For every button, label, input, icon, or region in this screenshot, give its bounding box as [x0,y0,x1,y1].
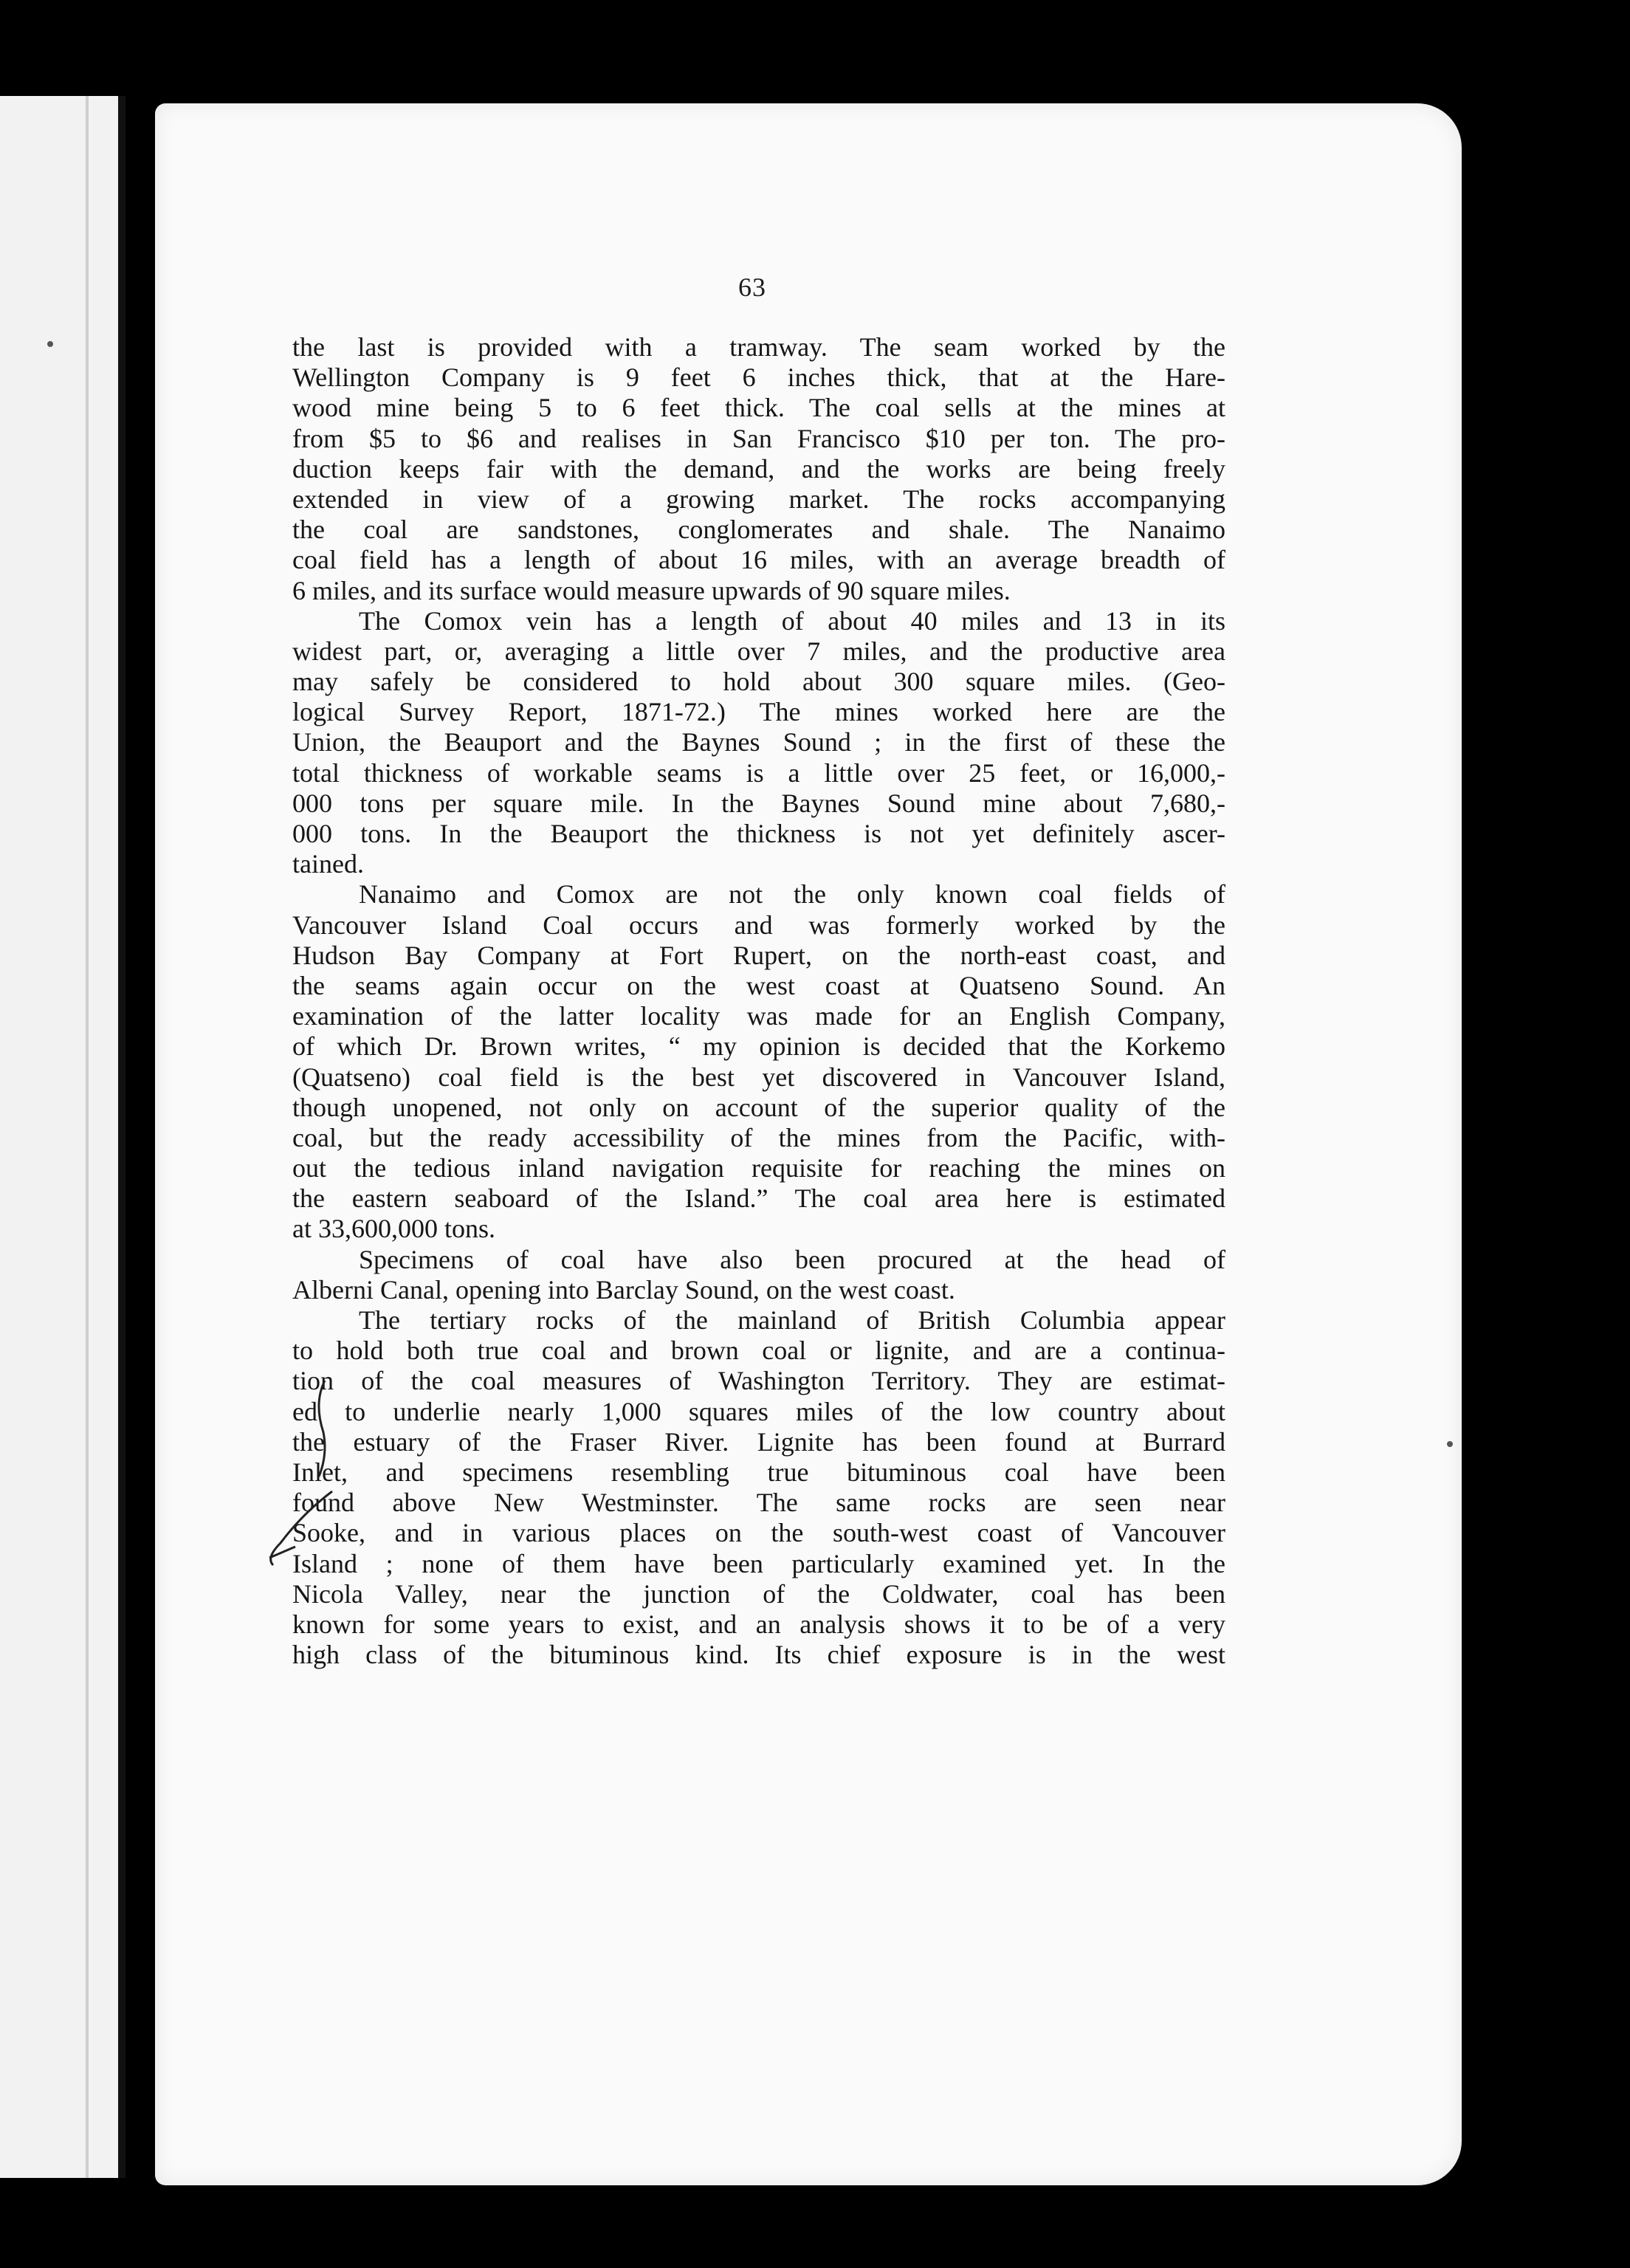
text-line: Wellington Company is 9 feet 6 inches thick, that at the Hare- [292,362,1225,393]
text-line: total thickness of workable seams is a little over 25 feet, or 16,000,- [292,757,1225,788]
text-line: found above New Westminster. The same rocks are seen near [292,1488,1225,1518]
text-line: duction keeps fair with the demand, and the works are being freely [292,453,1225,484]
text-line: 6 miles, and its surface would measure upwards of 90 square miles. [292,575,1011,605]
text-line: ed to underlie nearly 1,000 squares miles of the low country about [292,1396,1225,1426]
text-line: at 33,600,000 tons. [292,1214,495,1244]
left-page-edge [0,96,125,2178]
text-line: from $5 to $6 and realises in San Francisco $10 per ton. The pro- [292,423,1225,453]
text-line: tion of the coal measures of Washington Territory. They are estimat- [292,1366,1225,1396]
text-line: coal field has a length of about 16 miles, with an average breadth of [292,545,1225,575]
text-line: 000 tons per square mile. In the Baynes Sound mine about 7,680,- [292,788,1225,818]
text-line: may safely be considered to hold about 300 square miles. (Geo- [292,667,1225,697]
text-line: examination of the latter locality was made for an English Company, [292,1001,1225,1031]
text-line: the eastern seaboard of the Island.” The coal area here is estimated [292,1183,1225,1214]
text-line: Nicola Valley, near the junction of the Coldwater, coal has been [292,1578,1225,1609]
text-line: Specimens of coal have also been procured at the head of [359,1244,1225,1274]
text-line: Hudson Bay Company at Fort Rupert, on the north-east coast, and [292,940,1225,970]
text-line: Union, the Beauport and the Baynes Sound ; in the first of these the [292,727,1225,757]
page-number: 63 [738,272,766,302]
text-line: Nanaimo and Comox are not the only known coal fields of [359,879,1225,910]
text-line: (Quatseno) coal field is the best yet discovered in Vancouver Island, [292,1062,1225,1092]
body-text [292,332,1225,1670]
text-line: Inlet, and specimens resembling true bituminous coal have been [292,1457,1225,1487]
margin-speck [1447,1441,1453,1447]
text-line: the last is provided with a tramway. The seam worked by the [292,332,1225,362]
text-line: wood mine being 5 to 6 feet thick. The coal sells at the mines at [292,393,1225,423]
text-line: Island ; none of them have been particularly examined yet. In the [292,1548,1225,1578]
text-line: high class of the bituminous kind. Its chief exposure is in the west [292,1640,1225,1670]
text-line: the estuary of the Fraser River. Lignite has been found at Burrard [292,1426,1225,1457]
text-line: 000 tons. In the Beauport the thickness is not yet definitely ascer- [292,819,1225,848]
text-line: of which Dr. Brown writes, “ my opinion is decided that the Korkemo [292,1031,1225,1062]
text-line: widest part, or, averaging a little over 7 miles, and the productive area [292,636,1225,666]
text-line: out the tedious inland navigation requisite for reaching the mines on [292,1153,1225,1183]
text-line: The Comox vein has a length of about 40 miles and 13 in its [359,605,1225,636]
text-line: Vancouver Island Coal occurs and was formerly worked by the [292,910,1225,940]
text-line: though unopened, not only on account of the superior quality of the [292,1092,1225,1122]
text-line: tained. [292,849,364,879]
text-line: extended in view of a growing market. The rocks accompanying [292,484,1225,514]
text-line: logical Survey Report, 1871-72.) The mines worked here are the [292,697,1225,727]
text-line: known for some years to exist, and an analysis shows it to be of a very [292,1609,1225,1639]
pencil-annotation-mark [251,1373,340,1595]
text-line: the coal are sandstones, conglomerates and shale. The Nanaimo [292,515,1225,545]
margin-speck [47,341,53,347]
text-line: to hold both true coal and brown coal or lignite, and are a continua- [292,1336,1225,1366]
text-line: coal, but the ready accessibility of the mines from the Pacific, with- [292,1122,1225,1152]
text-line: The tertiary rocks of the mainland of British Columbia appear [359,1305,1225,1335]
text-line: the seams again occur on the west coast at Quatseno Sound. An [292,970,1225,1000]
text-line: Sooke, and in various places on the south-west coast of Vancouver [292,1518,1225,1548]
text-line: Alberni Canal, opening into Barclay Sound, on the west coast. [292,1274,955,1305]
